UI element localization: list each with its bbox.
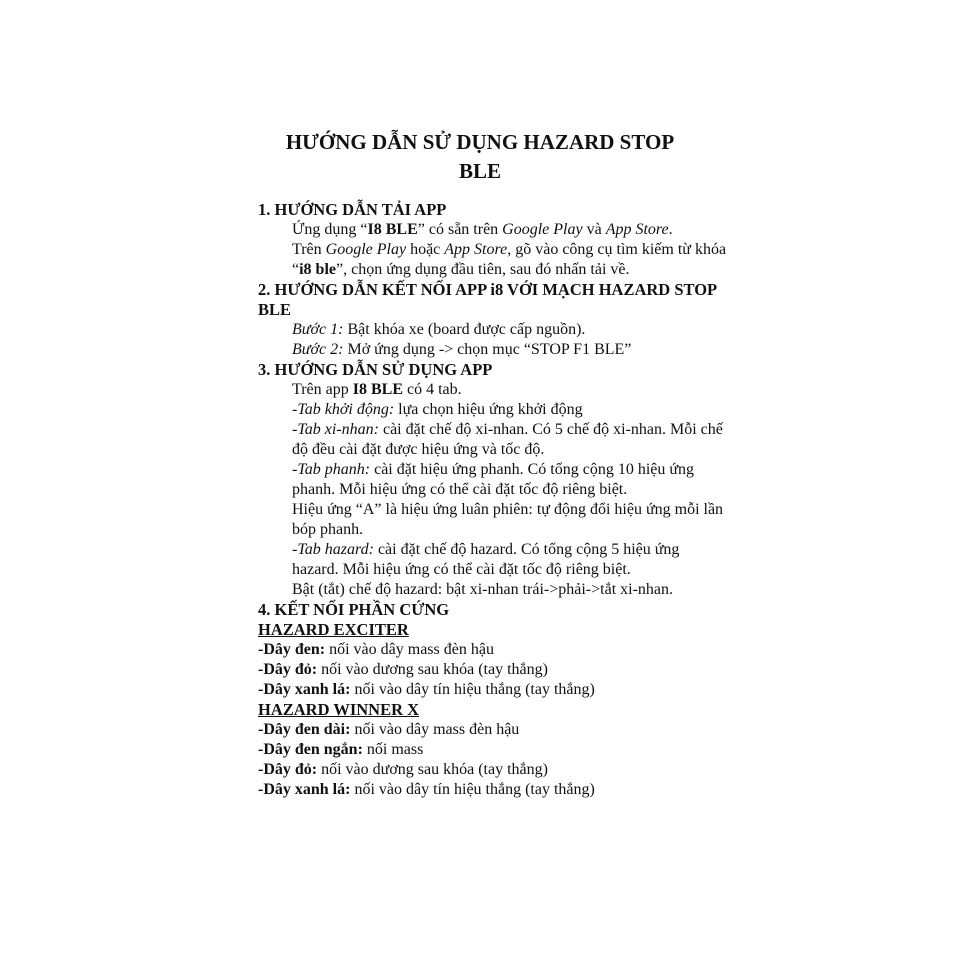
section-1-paragraph-2: Trên Google Play hoặc App Store, gõ vào công cụ tìm kiếm từ khóa “i8 ble”, chọn ứng dụng đầu tiên, sau đó nhấn tải về. [292, 241, 727, 278]
section-4-heading: 4. KẾT NỐI PHẦN CỨNG [258, 600, 450, 619]
tab-hazard-extra: Bật (tắt) chế độ hazard: bật xi-nhan trái->phải->tắt xi-nhan. [292, 581, 674, 598]
document-body [258, 200, 728, 800]
wire-item: -Dây xanh lá: nối vào dây tín hiệu thắng (tay thắng) [258, 681, 595, 698]
section-1-heading: 1. HƯỚNG DẪN TẢI APP [258, 200, 447, 219]
wire-item: -Dây đỏ: nối vào dương sau khóa (tay thắng) [258, 761, 548, 778]
section-3-heading: 3. HƯỚNG DẪN SỬ DỤNG APP [258, 360, 493, 379]
tab-startup-description: -Tab khởi động: lựa chọn hiệu ứng khởi động [292, 401, 583, 418]
wire-item: -Dây đen ngắn: nối mass [258, 741, 424, 758]
hazard-exciter-title: HAZARD EXCITER [258, 620, 409, 639]
document-title [0, 128, 960, 186]
section-1-paragraph-1: Ứng dụng “I8 BLE” có sẵn trên Google Play và App Store. [292, 221, 673, 238]
wire-item: -Dây đen dài: nối vào dây mass đèn hậu [258, 721, 520, 738]
step-2: Bước 2: Mở ứng dụng -> chọn mục “STOP F1 BLE” [292, 341, 632, 358]
title-line-2: BLE [458, 159, 502, 183]
hazard-winner-x-title: HAZARD WINNER X [258, 700, 420, 719]
section-2-heading: 2. HƯỚNG DẪN KẾT NỐI APP i8 VỚI MẠCH HAZARD STOP BLE [258, 280, 717, 319]
tab-hazard-description: -Tab hazard: cài đặt chế độ hazard. Có tổng cộng 5 hiệu ứng hazard. Mỗi hiệu ứng có thể cài đặt tốc độ riêng biệt. [292, 541, 680, 578]
wire-item: -Dây xanh lá: nối vào dây tín hiệu thắng (tay thắng) [258, 781, 595, 798]
tab-brake-description: -Tab phanh: cài đặt hiệu ứng phanh. Có tổng cộng 10 hiệu ứng phanh. Mỗi hiệu ứng có thể cài đặt tốc độ riêng biệt. [292, 461, 695, 498]
wire-item: -Dây đỏ: nối vào dương sau khóa (tay thắng) [258, 661, 548, 678]
tab-turn-signal-description: -Tab xi-nhan: cài đặt chế độ xi-nhan. Có 5 chế độ xi-nhan. Mỗi chế độ đều cài đặt được hiệu ứng và tốc độ. [292, 421, 723, 458]
title-line-1: HƯỚNG DẪN SỬ DỤNG HAZARD STOP [285, 130, 675, 154]
step-1: Bước 1: Bật khóa xe (board được cấp nguồn). [292, 321, 586, 338]
section-3-intro: Trên app I8 BLE có 4 tab. [292, 381, 462, 398]
wire-item: -Dây đen: nối vào dây mass đèn hậu [258, 641, 494, 658]
tab-brake-extra: Hiệu ứng “A” là hiệu ứng luân phiên: tự động đổi hiệu ứng mỗi lần bóp phanh. [292, 501, 724, 538]
